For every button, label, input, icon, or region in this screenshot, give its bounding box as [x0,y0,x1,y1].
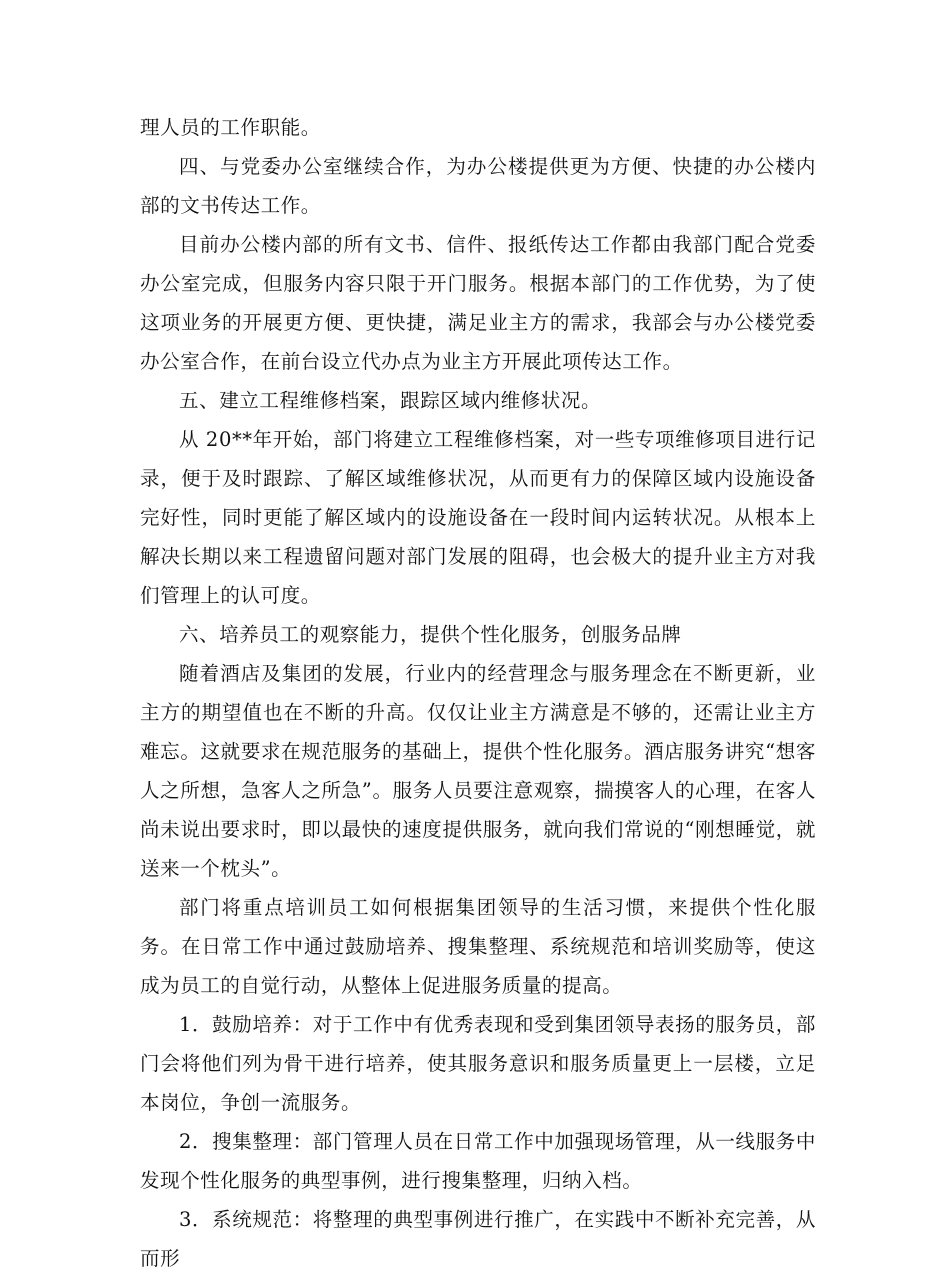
paragraph-item-2: 2．搜集整理：部门管理人员在日常工作中加强现场管理，从一线服务中发现个性化服务的典型事例，进行搜集整理，归纳入档。 [140,1130,816,1192]
paragraph-section-six-body: 随着酒店及集团的发展，行业内的经营理念与服务理念在不断更新，业主方的期望值也在不断的升高。仅仅让业主方满意是不够的，还需让业主方难忘。这就要求在规范服务的基础上，提供个性化服务。酒店服务讲究“想客人之所想，急客人之所急”。服务人员要注意观察，揣摸客人的心理，在客人尚未说出要求时，即以最快的速度提供服务，就向我们常说的“刚想睡觉，就送来一个枕头”。 [140,662,816,880]
paragraph-section-five-body: 从 20**年开始，部门将建立工程维修档案，对一些专项维修项目进行记录，便于及时跟踪、了解区域维修状况，从而更有力的保障区域内设施设备完好性，同时更能了解区域内的设施设备在一段时间内运转状况。从根本上解决长期以来工程遗留问题对部门发展的阻碍，也会极大的提升业主方对我们管理上的认可度。 [140,428,816,607]
document-body [140,108,816,1278]
paragraph-section-six-heading: 六、培养员工的观察能力，提供个性化服务，创服务品牌 [179,623,682,646]
paragraph-section-four-heading: 四、与党委办公室继续合作，为办公楼提供更为方便、快捷的办公楼内部的文书传达工作。 [140,155,816,217]
paragraph-item-3: 3．系统规范：将整理的典型事例进行推广，在实践中不断补充完善，从而形 [140,1208,816,1270]
paragraph-item-1: 1．鼓励培养：对于工作中有优秀表现和受到集团领导表扬的服务员，部门会将他们列为骨干进行培养，使其服务意识和服务质量更上一层楼，立足本岗位，争创一流服务。 [140,1013,816,1114]
paragraph-section-five-heading: 五、建立工程维修档案，跟踪区域内维修状况。 [179,389,602,412]
paragraph-section-four-body: 目前办公楼内部的所有文书、信件、报纸传达工作都由我部门配合党委办公室完成，但服务内容只限于开门服务。根据本部门的工作优势，为了使这项业务的开展更方便、更快捷，满足业主方的需求，我部会与办公楼党委办公室合作，在前台设立代办点为业主方开展此项传达工作。 [140,233,816,373]
paragraph-training-plan: 部门将重点培训员工如何根据集团领导的生活习惯，来提供个性化服务。在日常工作中通过鼓励培养、搜集整理、系统规范和培训奖励等，使这成为员工的自觉行动，从整体上促进服务质量的提高。 [140,896,816,997]
paragraph-continuation: 理人员的工作职能。 [140,116,321,139]
